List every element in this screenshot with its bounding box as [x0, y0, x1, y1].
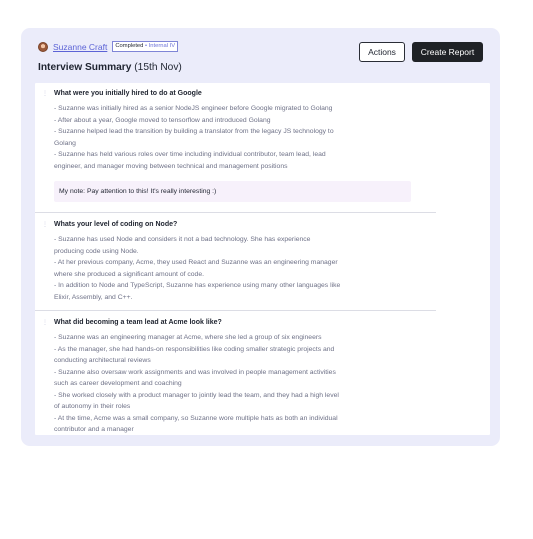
status-badge [112, 41, 178, 52]
answer-line: engineer, and manager moving between technical and management positions [54, 162, 288, 170]
drag-handle-icon[interactable]: ⋮ [42, 320, 48, 326]
answer-line: - Suzanne has used Node and considers it not a bad technology. She has experience [54, 236, 311, 243]
answer-line: - At her previous company, Acme, they used React and Suzanne was an engineering manager [54, 259, 338, 266]
page-title-main: Interview Summary [38, 62, 132, 73]
answer-line: - Suzanne helped lead the transition by building a translator from the legacy JS technology to [54, 128, 334, 135]
answer-line: - After about a year, Google moved to tensorflow and introduced Golang [54, 116, 271, 124]
answer-line: - Suzanne was an engineering manager at Acme, where she led a group of six engineers [54, 334, 322, 341]
answer-line: Elixir, Assembly, and C++. [54, 293, 133, 301]
summary-panel [35, 83, 490, 435]
divider [35, 310, 436, 311]
candidate-row [38, 41, 178, 52]
answer-line: conducting architectural reviews [54, 357, 151, 364]
answer-line: contributor and a manager [54, 426, 134, 433]
actions-button[interactable]: Actions [359, 42, 405, 62]
question-text: What did becoming a team lead at Acme look like? [54, 319, 222, 326]
user-note[interactable]: My note: Pay attention to this! It's really interesting :) [54, 181, 411, 202]
badge-separator: • [145, 43, 148, 49]
answer-line: of autonomy in their roles [54, 403, 131, 410]
answer-line: - As the manager, she had hands-on responsibilities like coding smaller strategic projects and [54, 345, 335, 353]
answer-list [54, 103, 374, 172]
answer-line: - Suzanne was initially hired as a senior NodeJS engineer before Google migrated to Golang [54, 105, 333, 112]
answer-line: - She worked closely with a product manager to jointly lead the team, and they had a high level [54, 391, 339, 399]
answer-line: producing code using Node. [54, 247, 139, 255]
question-text: Whats your level of coding on Node? [54, 221, 178, 228]
answer-line: - Suzanne has held various roles over time including individual contributor, team lead, lead [54, 151, 326, 158]
candidate-name-link[interactable]: Suzanne Craft [53, 41, 108, 52]
page-title-date: (15th Nov) [131, 62, 182, 73]
answer-line: where she produced a significant amount of code. [54, 270, 205, 278]
answer-line: - Suzanne also oversaw work assignments and was involved in people management activities [54, 368, 336, 376]
answer-line: such as career development and coaching [54, 380, 182, 387]
badge-interview-type: Internal IV [148, 43, 176, 49]
drag-handle-icon[interactable]: ⋮ [42, 222, 48, 228]
question-text: What were you initially hired to do at Google [54, 90, 202, 97]
answer-list [54, 234, 374, 303]
answer-line: - At the time, Acme was a small company, so Suzanne wore multiple hats as both an individual [54, 414, 338, 422]
summary-header [38, 39, 483, 79]
interview-summary-card [21, 28, 500, 446]
answer-line: Golang [54, 139, 76, 147]
page-title [38, 62, 182, 73]
divider [35, 212, 436, 213]
create-report-button[interactable]: Create Report [412, 42, 483, 62]
drag-handle-icon[interactable]: ⋮ [42, 91, 48, 97]
answer-list [54, 332, 374, 435]
avatar [38, 42, 48, 52]
badge-status: Completed [115, 43, 144, 49]
answer-line: - In addition to Node and TypeScript, Suzanne has experience using many other languages like [54, 282, 341, 289]
